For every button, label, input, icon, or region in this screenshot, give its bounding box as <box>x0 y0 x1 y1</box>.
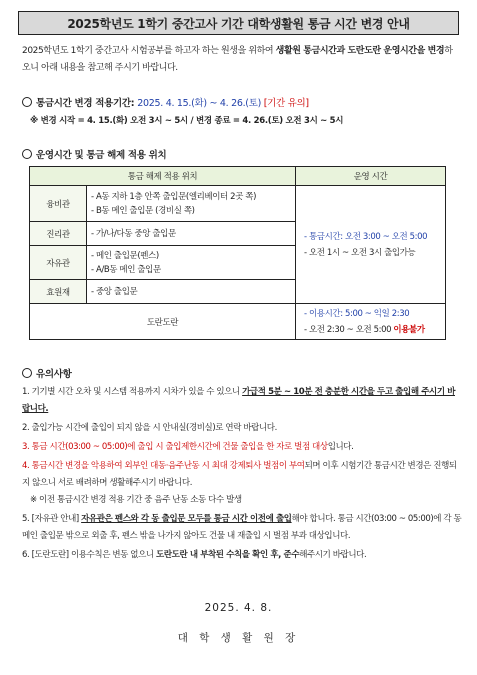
title-text: 2025학년도 1학기 중간고사 기간 대학생활원 통금 시간 변경 안내 <box>67 16 410 31</box>
time-cell-doran: - 이용시간: 5:00 ~ 익일 2:30 - 오전 2:30 ~ 오전 5:00 이용불가 <box>296 304 446 340</box>
doran-label: 도란도란 <box>30 304 296 340</box>
list-item: 5. [자유관 안내] 자유관은 펜스와 각 동 출입문 모두를 통금 시간 이전에 출입해야 합니다. 통금 시간(03:00 ~ 05:00)에 각 동 메인 출입문 밖으로 외출 후, 펜스 밖을 나가지 않아도 건물 내 재출입 시 벌점 부과 대상입니다. <box>22 514 462 541</box>
building-name: 융비관 <box>30 186 87 222</box>
document-title <box>18 11 459 35</box>
header-time: 운영 시간 <box>296 167 446 186</box>
intro-highlight: 생활원 통금시간과 도란도란 운영시간을 변경 <box>275 46 445 56</box>
building-name: 자유관 <box>30 246 87 280</box>
building-name: 효원재 <box>30 280 87 304</box>
signature: 대 학 생 활 원 장 <box>177 632 300 644</box>
notes-list <box>22 384 462 566</box>
location-cell: - 가/나/다동 중앙 출입문 <box>87 222 296 246</box>
location-cell: - 메인 출입문(펜스) - A/B동 메인 출입문 <box>87 246 296 280</box>
section-heading-notes: 유의사항 <box>22 366 72 380</box>
list-item: 4. 통금시간 변경을 악용하여 외부인 대동·음주난동 시 최대 강제퇴사 벌점이 부여되며 이후 시험기간 통금시간 변경은 진행되지 않으니 서로 배려하며 생활해주시기 바랍니다. ※ 이전 통금시간 변경 적용 기간 중 음주 난동 소동 다수 발생 <box>22 458 462 509</box>
time-cell-curfew: - 통금시간: 오전 3:00 ~ 오전 5:00 - 오전 1시 ~ 오전 3시 출입가능 <box>296 186 446 304</box>
building-name: 진리관 <box>30 222 87 246</box>
intro-paragraph: 2025학년도 1학기 중간고사 시험공부를 하고자 하는 원생을 위하여 생활원 통금시간과 도란도란 운영시간을 변경하오니 아래 내용을 참고해 주시기 바랍니다. <box>22 46 453 73</box>
circle-bullet-icon <box>22 97 32 107</box>
period-range: 2025. 4. 15.(화) ~ 4. 26.(토) <box>137 98 261 109</box>
sub-note: ※ 이전 통금시간 변경 적용 기간 중 음주 난동 소동 다수 발생 <box>30 495 242 505</box>
table-row <box>30 186 446 222</box>
table-header-row <box>30 167 446 186</box>
document-date: 2025. 4. 8. <box>204 602 273 614</box>
period-line: 통금시간 변경 적용기간: 2025. 4. 15.(화) ~ 4. 26.(토) [기간 유의] <box>22 95 309 109</box>
period-tag: [기간 유의] <box>263 98 309 109</box>
circle-bullet-icon <box>22 368 32 378</box>
circle-bullet-icon <box>22 149 32 159</box>
list-item: 3. 통금 시간(03:00 ~ 05:00)에 출입 시 출입제한시간에 건물 출입을 한 자로 벌점 대상입니다. <box>22 442 354 452</box>
section-heading-operation: 운영시간 및 통금 해제 적용 위치 <box>22 147 166 161</box>
operation-table <box>29 166 446 340</box>
list-item: 6. [도란도란] 이용수칙은 변동 없으니 도란도란 내 부착된 수칙을 확인 후, 준수해주시기 바랍니다. <box>22 550 367 560</box>
location-cell: - A동 지하 1층 안쪽 출입문(엘리베이터 2곳 쪽) - B동 메인 출입문 (경비실 쪽) <box>87 186 296 222</box>
list-item: 1. 기기별 시간 오차 및 시스템 적용까지 시차가 있을 수 있으니 가급적 5분 ~ 10분 전 충분한 시간을 두고 출입해 주시기 바랍니다. <box>22 387 455 414</box>
location-cell: - 중앙 출입문 <box>87 280 296 304</box>
list-item: 2. 출입가능 시간에 출입이 되지 않을 시 안내실(경비실)로 연락 바랍니다. <box>22 423 277 433</box>
table-row <box>30 304 446 340</box>
header-location: 통금 해제 적용 위치 <box>30 167 296 186</box>
period-note: ※ 변경 시작 = 4. 15.(화) 오전 3시 ~ 5시 / 변경 종료 = 4. 26.(토) 오전 3시 ~ 5시 <box>30 116 344 126</box>
